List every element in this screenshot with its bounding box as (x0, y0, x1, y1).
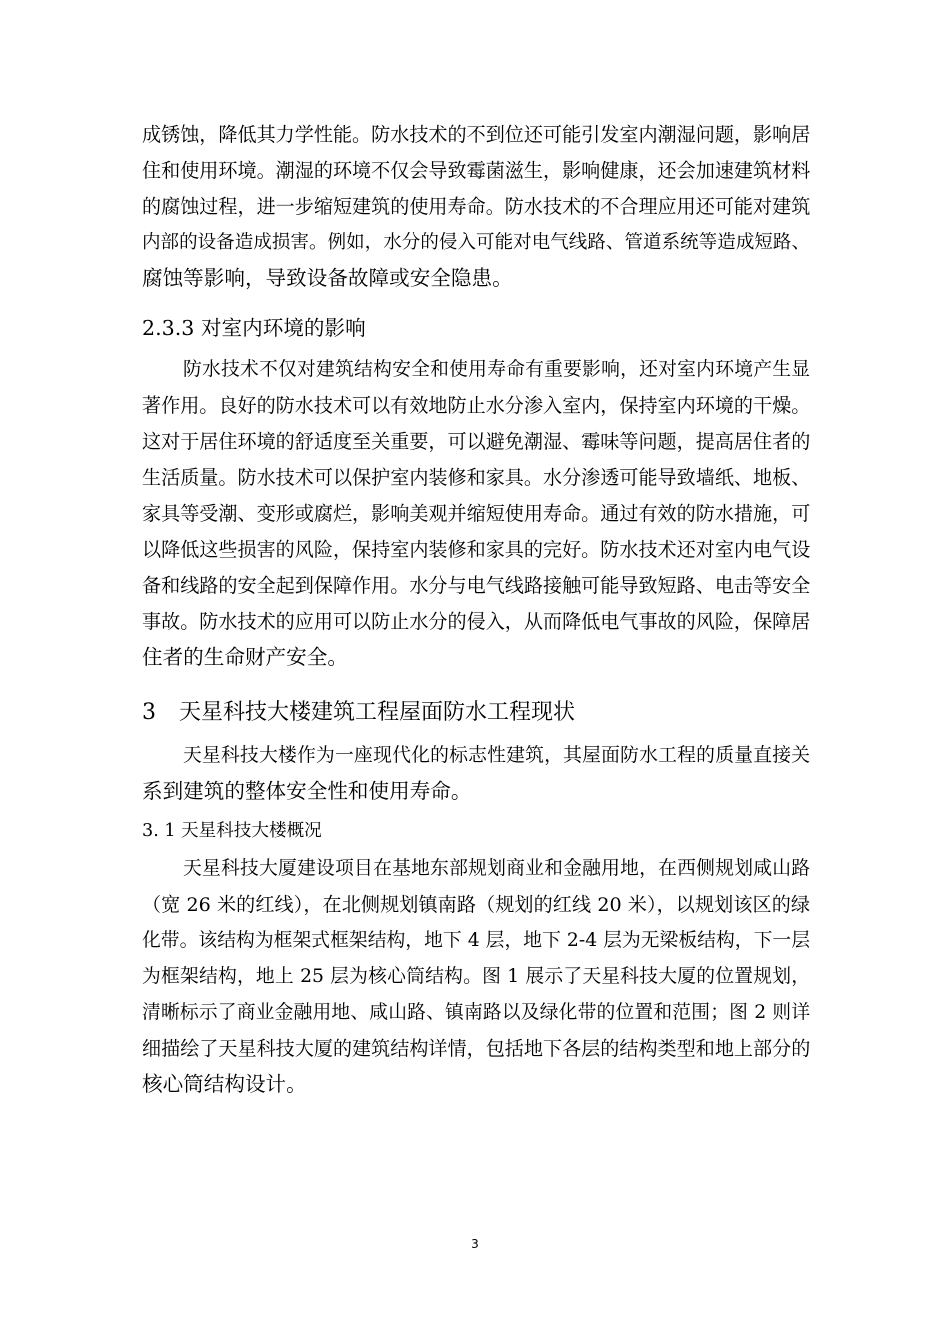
paragraph-line: 腐蚀等影响，导致设备故障或安全隐患。 (142, 266, 513, 290)
paragraph-line: 的腐蚀过程，进一步缩短建筑的使用寿命。防水技术的不合理应用还可能对建筑 (142, 195, 811, 218)
paragraph-line: 核心筒结构设计。 (142, 1072, 307, 1096)
paragraph-line: 为框架结构，地上 25 层为核心筒结构。图 1 展示了天星科技大厦的位置规划， (142, 966, 810, 987)
chapter-heading-3 (142, 697, 575, 729)
chapter-title: 天星科技大楼建筑工程屋面防水工程现状 (179, 700, 576, 725)
section-heading-3-1 (142, 818, 322, 844)
section-title: 天星科技大楼概况 (181, 821, 322, 841)
paragraph-line: 家具等受潮、变形或腐烂，影响美观并缩短使用寿命。通过有效的防水措施，可 (142, 502, 811, 525)
paragraph-line: 清晰标示了商业金融用地、咸山路、镇南路以及绿化带的位置和范围；图 2 则详 (142, 1002, 810, 1023)
paragraph-line: 细描绘了天星科技大厦的建筑结构详情，包括地下各层的结构类型和地上部分的 (142, 1037, 811, 1060)
paragraph-line: 系到建筑的整体安全性和使用寿命。 (142, 779, 472, 803)
paragraph-line: 事故。防水技术的应用可以防止水分的侵入，从而降低电气事故的风险，保障居 (142, 610, 811, 633)
paragraph-line: 住者的生命财产安全。 (142, 645, 348, 669)
paragraph-line: 成锈蚀，降低其力学性能。防水技术的不到位还可能引发室内潮湿问题，影响居 (142, 123, 811, 146)
paragraph-line: （宽 26 米的红线），在北侧规划镇南路（规划的红线 20 米），以规划该区的绿 (142, 893, 810, 916)
paragraph-line: 内部的设备造成损害。例如，水分的侵入可能对电气线路、管道系统等造成短路、 (142, 232, 810, 253)
section-heading-2-3-3: 2.3.3 对室内环境的影响 (142, 316, 366, 340)
paragraph-line: 防水技术不仅对建筑结构安全和使用寿命有重要影响，还对室内环境产生显 (183, 359, 810, 380)
paragraph-line: 化带。该结构为框架式框架结构，地下 4 层，地下 2-4 层为无梁板结构，下一层 (142, 930, 810, 951)
paragraph-line: 备和线路的安全起到保障作用。水分与电气线路接触可能导致短路、电击等安全 (142, 574, 811, 597)
paragraph-line: 生活质量。防水技术可以保护室内装修和家具。水分渗透可能导致墙纸、地板、 (142, 466, 811, 489)
paragraph-line: 这对于居住环境的舒适度至关重要，可以避免潮湿、霉味等问题，提高居住者的 (142, 430, 811, 453)
section-number: 3. 1 (142, 821, 176, 841)
paragraph-line: 天星科技大厦建设项目在基地东部规划商业和金融用地，在西侧规划咸山路 (183, 858, 810, 879)
chapter-number: 3 (142, 700, 156, 725)
paragraph-line: 住和使用环境。潮湿的环境不仅会导致霉菌滋生，影响健康，还会加速建筑材料 (142, 159, 811, 182)
paragraph-line: 以降低这些损害的风险，保持室内装修和家具的完好。防水技术还对室内电气设 (142, 538, 811, 561)
paragraph-line: 天星科技大楼作为一座现代化的标志性建筑，其屋面防水工程的质量直接关 (183, 745, 810, 766)
page-number: 3 (471, 1237, 479, 1251)
paragraph-line: 著作用。良好的防水技术可以有效地防止水分渗入室内，保持室内环境的干燥。 (142, 394, 811, 417)
